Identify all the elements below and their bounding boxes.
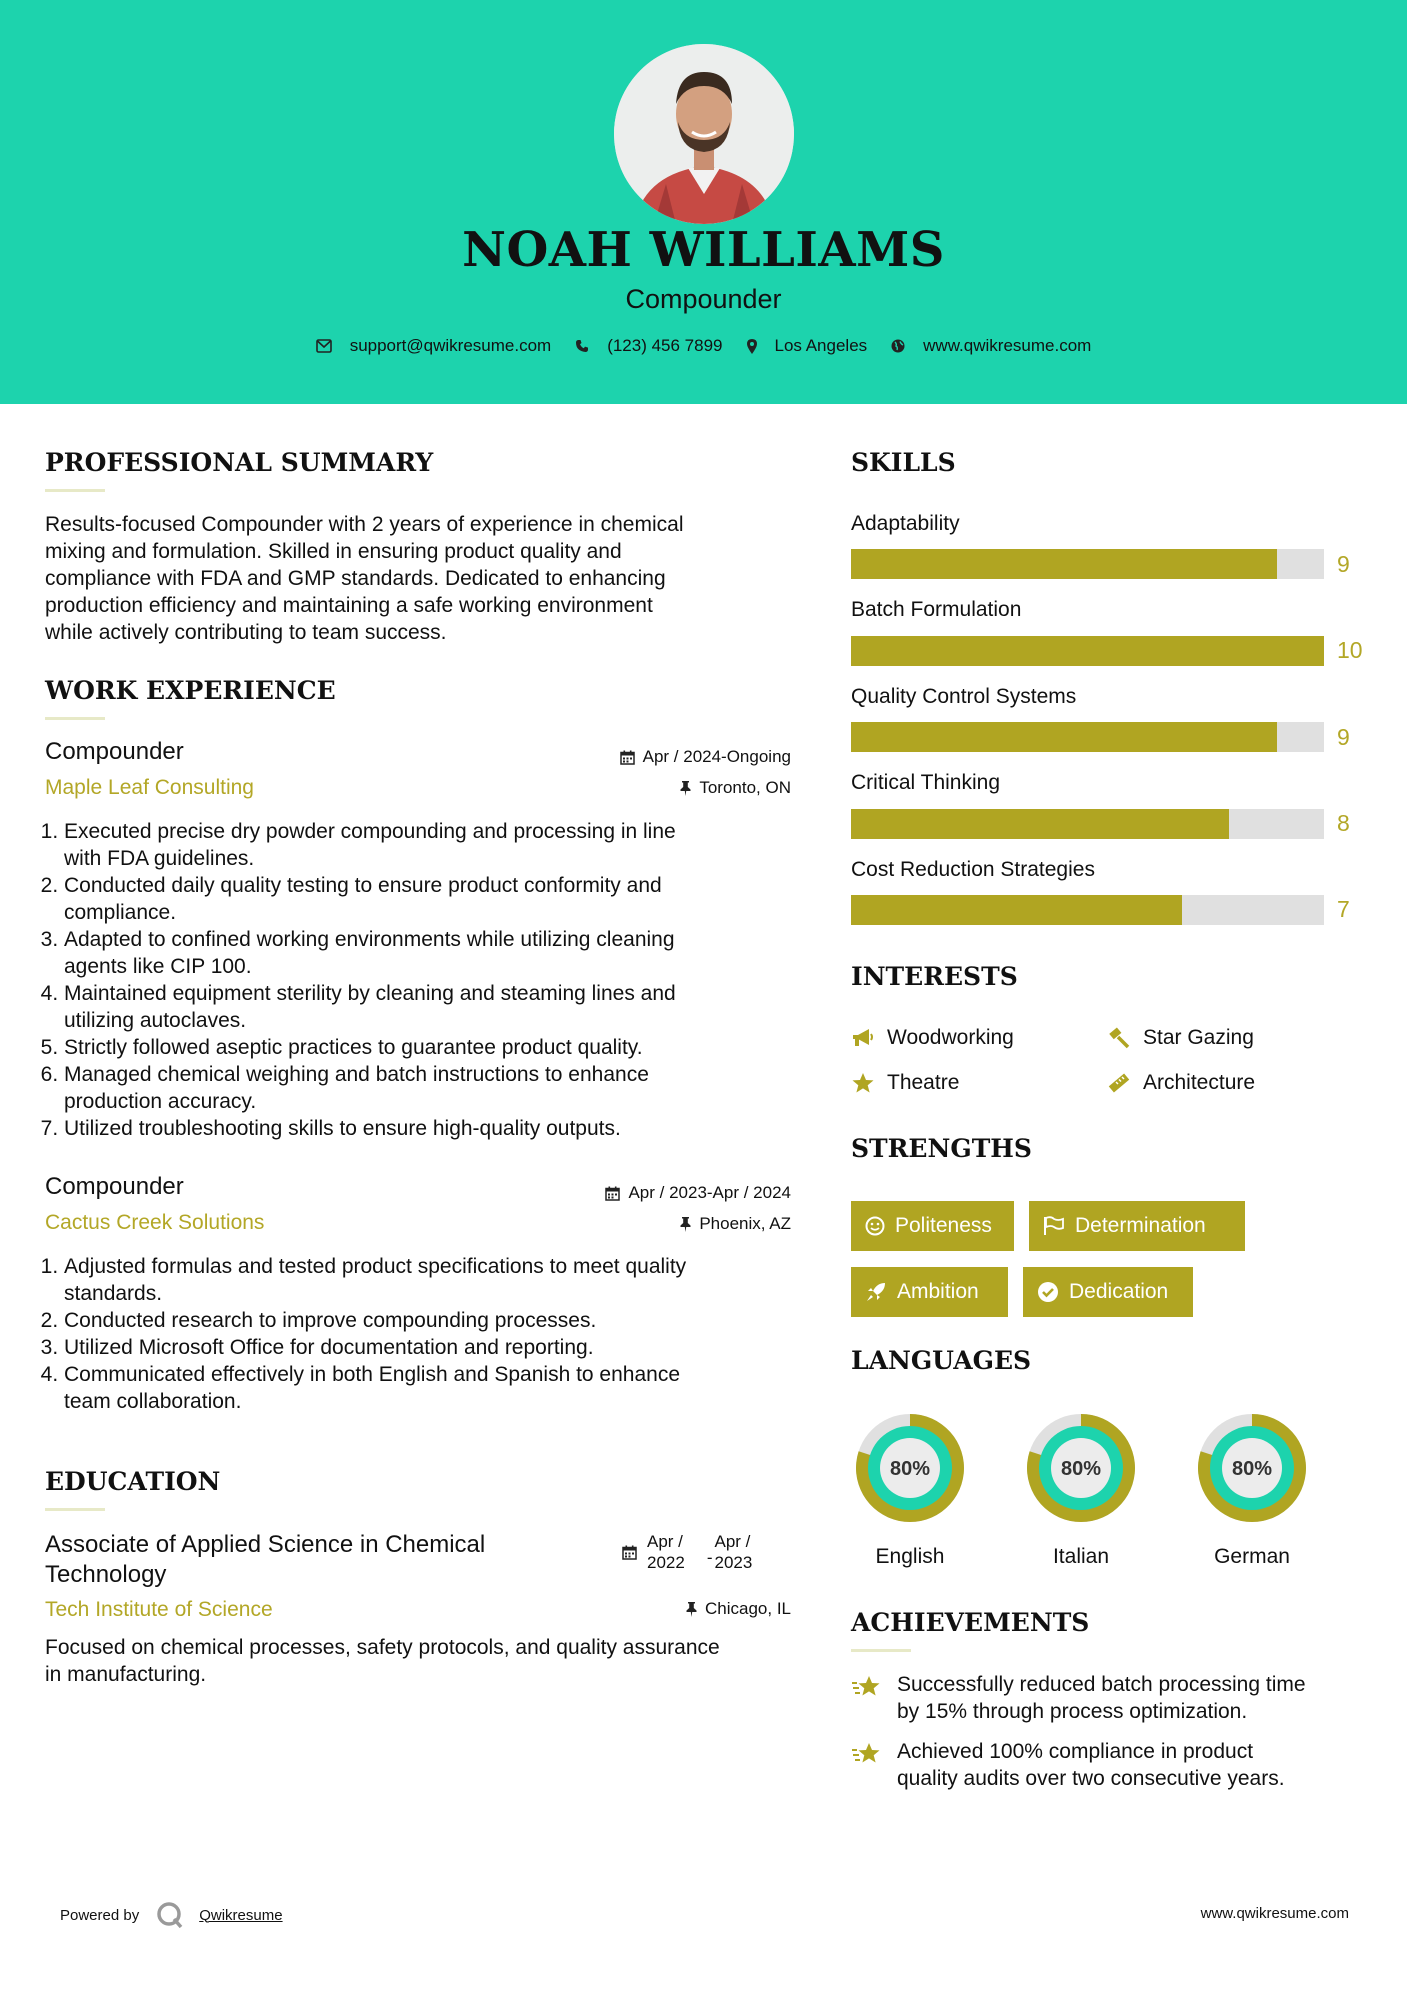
job-location [500, 1214, 791, 1234]
bullet-line: Adapted to confined working environments while utilizing cleaning [64, 928, 675, 951]
bullet-line: Adjusted formulas and tested product specifications to meet quality [64, 1255, 687, 1278]
job-bullet [64, 980, 809, 1034]
strength-badge [1029, 1201, 1245, 1251]
contact-location-text: Los Angeles [774, 336, 868, 355]
phone-icon [575, 339, 589, 353]
bullet-line: production accuracy. [64, 1090, 257, 1113]
job-bullets [45, 1253, 809, 1415]
bullet-line: utilizing autoclaves. [64, 1009, 247, 1032]
star-award-icon [851, 1740, 883, 1768]
job-dates [500, 1183, 791, 1203]
job-role: Compounder [45, 738, 184, 765]
education-end [715, 1531, 753, 1573]
summary-line: while actively contributing to team success. [45, 621, 447, 644]
ring-percent-label: 80% [1231, 1458, 1273, 1480]
experience-heading-rule [45, 717, 105, 720]
job-role: Compounder [45, 1173, 184, 1200]
skill-name: Cost Reduction Strategies [851, 858, 1095, 881]
achievement-line: Achieved 100% compliance in product [897, 1740, 1254, 1763]
skill-bar-fill [851, 809, 1229, 839]
interest-label: Star Gazing [1143, 1026, 1254, 1049]
star-icon [851, 1072, 875, 1094]
date-separator: - [706, 1547, 713, 1567]
language-ring [849, 1406, 979, 1536]
bullet-line: agents like CIP 100. [64, 955, 252, 978]
skill-bar-track [851, 722, 1324, 752]
bullet-line: Strictly followed aseptic practices to guarantee product quality. [64, 1036, 643, 1059]
job-dates-text: Apr / 2024-Ongoing [642, 747, 791, 766]
date-part: Apr / [714, 1532, 751, 1551]
languages-heading: LANGUAGES [851, 1346, 1032, 1375]
strength-label: Ambition [897, 1280, 979, 1303]
ruler-icon [1107, 1072, 1131, 1094]
summary-line: compliance with FDA and GMP standards. Dedicated to enhancing [45, 567, 666, 590]
summary-line: mixing and formulation. Skilled in ensuring product quality and [45, 540, 622, 563]
bullet-line: standards. [64, 1282, 163, 1305]
education-heading: EDUCATION [45, 1467, 221, 1496]
contact-phone-text[interactable]: (123) 456 7899 [607, 336, 723, 355]
degree-title [45, 1530, 485, 1590]
strengths-heading: STRENGTHS [851, 1134, 1032, 1163]
contact-website-text[interactable]: www.qwikresume.com [923, 336, 1092, 355]
check-circle-icon [1037, 1281, 1059, 1303]
candidate-title: Compounder [625, 284, 782, 314]
education-heading-rule [45, 1508, 105, 1511]
bullet-line: Maintained equipment sterility by cleaning and steaming lines and [64, 982, 676, 1005]
achievement-text [897, 1738, 1285, 1792]
date-part: Apr / [647, 1532, 683, 1551]
job-bullet [64, 1361, 809, 1415]
skill-name: Adaptability [851, 512, 960, 535]
bullet-line: Executed precise dry powder compounding and processing in line [64, 820, 676, 843]
strength-badge [851, 1267, 1008, 1317]
bullet-line: Conducted research to improve compounding processes. [64, 1309, 597, 1332]
pushpin-icon [680, 781, 691, 796]
job-bullet [64, 926, 809, 980]
resume-header [0, 0, 1407, 404]
bullet-line: Conducted daily quality testing to ensure product conformity and [64, 874, 662, 897]
skill-bar-track [851, 549, 1324, 579]
skill-bar-track [851, 809, 1324, 839]
skill-name: Batch Formulation [851, 598, 1022, 621]
powered-by-text: Powered by [60, 1906, 140, 1924]
interests-heading: INTERESTS [851, 962, 1018, 991]
skill-name: Quality Control Systems [851, 685, 1077, 708]
job-bullet [64, 872, 809, 926]
star-award-icon [851, 1673, 883, 1701]
skill-bar-fill [851, 549, 1277, 579]
profile-photo-illustration [614, 44, 794, 224]
strength-label: Politeness [895, 1214, 992, 1237]
school-name: Tech Institute of Science [45, 1598, 273, 1621]
interest-label: Architecture [1143, 1071, 1256, 1094]
language-ring [1020, 1406, 1150, 1536]
calendar-icon [605, 1186, 620, 1201]
summary-heading-rule [45, 489, 105, 492]
gavel-icon [1107, 1027, 1131, 1049]
pushpin-icon [680, 1217, 691, 1232]
job-location-text: Toronto, ON [699, 778, 791, 797]
education-description [45, 1634, 805, 1688]
job-bullet [64, 1334, 809, 1361]
contact-email-text[interactable]: support@qwikresume.com [349, 336, 552, 355]
language-name: English [875, 1545, 945, 1568]
job-bullet [64, 1253, 809, 1307]
job-dates-text: Apr / 2023-Apr / 2024 [628, 1183, 791, 1202]
skill-bar-fill [851, 636, 1324, 666]
education-location [500, 1599, 791, 1619]
brand-link[interactable]: Qwikresume [199, 1906, 283, 1924]
achievement-text [897, 1671, 1306, 1725]
ring-percent-label: 80% [889, 1458, 931, 1480]
pushpin-icon [686, 1602, 697, 1617]
achievement-line: quality audits over two consecutive years. [897, 1767, 1285, 1790]
skill-name: Critical Thinking [851, 771, 1000, 794]
job-dates [500, 747, 791, 767]
education-location-text: Chicago, IL [705, 1599, 791, 1618]
bullet-line: Utilized Microsoft Office for documentation and reporting. [64, 1336, 594, 1359]
footer-url[interactable]: www.qwikresume.com [1200, 1905, 1349, 1922]
candidate-name: NOAH WILLIAMS [462, 222, 945, 278]
summary-text [45, 511, 785, 646]
skill-bar-track [851, 895, 1324, 925]
footer-powered-by [60, 1900, 283, 1930]
contact-email[interactable] [316, 336, 552, 356]
strength-label: Dedication [1069, 1280, 1169, 1303]
contact-location [747, 336, 868, 356]
summary-line: production efficiency and maintaining a safe working environment [45, 594, 653, 617]
skill-bar-fill [851, 722, 1277, 752]
contact-website[interactable] [891, 336, 1091, 356]
achievement-line: Successfully reduced batch processing time [897, 1673, 1306, 1696]
language-name: Italian [1052, 1545, 1110, 1568]
flag-icon [1043, 1216, 1065, 1236]
job-location-text: Phoenix, AZ [699, 1214, 791, 1233]
strength-label: Determination [1075, 1214, 1206, 1237]
bullet-line: with FDA guidelines. [64, 847, 255, 870]
job-bullet [64, 1307, 809, 1334]
bullet-line: compliance. [64, 901, 177, 924]
language-ring [1191, 1406, 1321, 1536]
skill-score: 9 [1337, 551, 1350, 577]
experience-heading: WORK EXPERIENCE [45, 676, 336, 705]
contact-bar [0, 336, 1407, 356]
skill-bar-track [851, 636, 1324, 666]
rocket-icon [865, 1281, 887, 1303]
interest-item [851, 1071, 959, 1095]
achievements-heading-rule [851, 1649, 911, 1652]
bullet-line: Utilized troubleshooting skills to ensure high-quality outputs. [64, 1117, 621, 1140]
profile-photo [614, 44, 794, 224]
skill-score: 8 [1337, 810, 1350, 836]
strength-badge [851, 1201, 1014, 1251]
job-company: Cactus Creek Solutions [45, 1211, 265, 1234]
interest-label: Woodworking [887, 1026, 1014, 1049]
calendar-icon [620, 750, 635, 765]
map-pin-icon [747, 339, 757, 354]
achievement-item [851, 1671, 1306, 1725]
job-bullets [45, 818, 809, 1142]
achievement-item [851, 1738, 1285, 1792]
skills-heading: SKILLS [851, 448, 956, 477]
interest-item [1107, 1026, 1254, 1050]
date-part: 2022 [647, 1553, 685, 1572]
interest-item [1107, 1071, 1255, 1095]
job-company: Maple Leaf Consulting [45, 776, 254, 799]
education-start [647, 1531, 685, 1573]
calendar-icon [622, 1545, 637, 1560]
job-bullet [64, 1061, 809, 1115]
bullet-line: Communicated effectively in both English and Spanish to enhance [64, 1363, 681, 1386]
skill-score: 9 [1337, 724, 1350, 750]
degree-line: Associate of Applied Science in Chemical [45, 1531, 486, 1558]
globe-icon [891, 339, 905, 353]
job-bullet [64, 1115, 809, 1142]
bullet-line: team collaboration. [64, 1390, 242, 1413]
skill-score: 10 [1337, 637, 1363, 663]
contact-phone[interactable] [575, 336, 722, 356]
education-desc-line: Focused on chemical processes, safety protocols, and quality assurance [45, 1636, 720, 1659]
summary-line: Results-focused Compounder with 2 years of experience in chemical [45, 513, 684, 536]
achievements-heading: ACHIEVEMENTS [851, 1608, 1090, 1637]
envelope-icon [316, 339, 332, 353]
qwikresume-logo-icon [155, 1900, 185, 1930]
job-bullet [64, 1034, 809, 1061]
education-desc-line: in manufacturing. [45, 1663, 207, 1686]
skill-bar-fill [851, 895, 1182, 925]
strength-badge [1023, 1267, 1193, 1317]
language-name: German [1214, 1545, 1290, 1568]
achievement-line: by 15% through process optimization. [897, 1700, 1248, 1723]
bullet-line: Managed chemical weighing and batch instructions to enhance [64, 1063, 649, 1086]
megaphone-icon [851, 1027, 875, 1049]
degree-line: Technology [45, 1561, 167, 1588]
job-location [500, 778, 791, 798]
smile-icon [865, 1216, 885, 1236]
interest-item [851, 1026, 1014, 1050]
job-bullet [64, 818, 809, 872]
summary-heading: PROFESSIONAL SUMMARY [45, 448, 434, 477]
date-part: 2023 [714, 1553, 753, 1572]
skill-score: 7 [1337, 896, 1350, 922]
education-dates [622, 1531, 752, 1573]
interest-label: Theatre [887, 1071, 960, 1094]
ring-percent-label: 80% [1060, 1458, 1102, 1480]
